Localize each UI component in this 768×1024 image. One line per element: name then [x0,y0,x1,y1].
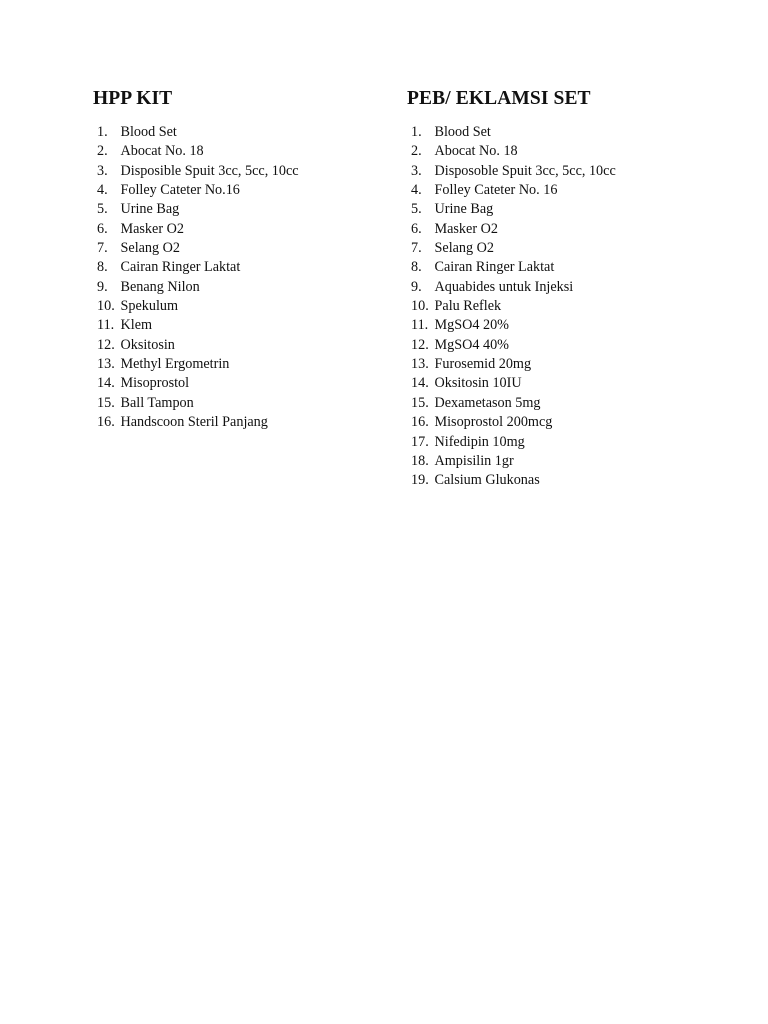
list-item-number: 16. [411,414,429,431]
list-item [97,413,299,432]
list-item-number: 2. [97,143,108,160]
list-item-number: 13. [97,356,115,373]
list-item-text: Dexametason 5mg [434,394,541,411]
list-item-text: Oksitosin 10IU [434,375,522,392]
list-item [411,123,616,142]
list-item [97,162,299,181]
list-item-text: Ball Tampon [120,394,194,411]
list-item-number: 12. [411,336,429,353]
list-item-number: 2. [411,143,422,160]
list-item [97,336,299,355]
list-item-number: 7. [411,240,422,257]
list-item [411,162,616,181]
list-item-text: Aquabides untuk Injeksi [434,278,574,295]
list-item [411,452,616,471]
list-item-text: Palu Reflek [434,298,502,315]
list-item-text: Blood Set [434,124,491,140]
list-item-text: Abocat No. 18 [434,143,518,160]
list-item-text: Masker O2 [434,220,498,237]
list-item-number: 4. [97,182,108,199]
list-item-text: Klem [120,317,153,334]
list-item-text: Folley Cateter No.16 [120,182,240,199]
list-item [97,181,299,200]
list-item-number: 16. [97,414,115,431]
list-item [411,413,616,432]
list-item-number: 5. [411,201,422,218]
list-item-number: 10. [411,298,429,315]
list-item [411,200,616,219]
list-item [97,394,299,413]
list-item-number: 15. [411,394,429,411]
list-item-text: Misoprostol 200mcg [434,414,553,431]
list-item-number: 6. [411,220,422,237]
list-item-text: Misoprostol [120,375,190,392]
section-title-peb-eklamsi-set: PEB/ EKLAMSI SET [407,88,591,109]
list-item-number: 15. [97,394,115,411]
list-item [97,374,299,393]
list-item [411,316,616,335]
list-item-text: Nifedipin 10mg [434,433,525,450]
list-item-number: 4. [411,182,422,199]
list-item [97,297,299,316]
list-item [411,258,616,277]
list-item [97,258,299,277]
list-item-text: Cairan Ringer Laktat [120,259,241,276]
list-item-number: 9. [97,278,108,295]
list-item [411,239,616,258]
list-item-number: 18. [411,452,429,469]
list-item [97,355,299,374]
list-item-text: Furosemid 20mg [434,356,532,373]
list-item [411,142,616,161]
list-item-text: Blood Set [120,124,177,140]
list-item-number: 7. [97,240,108,257]
list-item-text: Urine Bag [120,201,180,218]
list-item-text: Ampisilin 1gr [434,452,514,469]
list-item-number: 5. [97,201,108,218]
list-item-text: Masker O2 [120,220,184,237]
list-item-text: Benang Nilon [120,278,200,295]
list-item [97,278,299,297]
list-item-text: Urine Bag [434,201,494,218]
list-item-text: Cairan Ringer Laktat [434,259,555,276]
list-item-number: 1. [411,124,422,140]
list-item-number: 3. [411,162,422,179]
section-title-hpp-kit: HPP KIT [93,88,173,109]
hpp-kit-section [93,86,383,431]
list-item-text: Disposible Spuit 3cc, 5cc, 10cc [120,162,299,179]
list-item [411,433,616,452]
list-item-number: 13. [411,356,429,373]
list-item-text: Oksitosin [120,336,175,353]
list-item [97,142,299,161]
list-item [97,316,299,335]
list-item-text: Abocat No. 18 [120,143,204,160]
list-item [411,220,616,239]
list-item [411,374,616,393]
list-item [97,123,299,142]
list-item-number: 6. [97,220,108,237]
list-item [411,297,616,316]
list-item-number: 17. [411,433,429,450]
list-item-text: MgSO4 40% [434,336,509,353]
list-item-text: Spekulum [120,298,179,315]
list-item-text: MgSO4 20% [434,317,509,334]
list-item [411,471,616,490]
list-item-number: 10. [97,298,115,315]
list-item-number: 3. [97,162,108,179]
list-item-text: Selang O2 [434,240,495,257]
list-item-number: 19. [411,472,429,489]
list-item-number: 1. [97,124,108,140]
peb-eklamsi-set-list [411,123,616,491]
list-item [411,181,616,200]
list-item [411,278,616,297]
list-item-number: 11. [97,317,115,334]
list-item-number: 8. [97,259,108,276]
list-item-number: 14. [411,375,429,392]
list-item-text: Selang O2 [120,240,181,257]
list-item-number: 9. [411,278,422,295]
hpp-kit-list [97,123,299,433]
list-item-text: Methyl Ergometrin [120,356,230,373]
list-item-number: 14. [97,375,115,392]
list-item [411,355,616,374]
peb-eklamsi-set-section [407,86,707,489]
list-item [97,200,299,219]
list-item [411,336,616,355]
list-item-number: 11. [411,317,429,334]
list-item [97,239,299,258]
list-item-number: 8. [411,259,422,276]
list-item [411,394,616,413]
list-item-text: Calsium Glukonas [434,472,540,489]
list-item-text: Folley Cateter No. 16 [434,182,558,199]
list-item [97,220,299,239]
list-item-text: Disposoble Spuit 3cc, 5cc, 10cc [434,162,616,179]
list-item-text: Handscoon Steril Panjang [120,414,268,431]
list-item-number: 12. [97,336,115,353]
